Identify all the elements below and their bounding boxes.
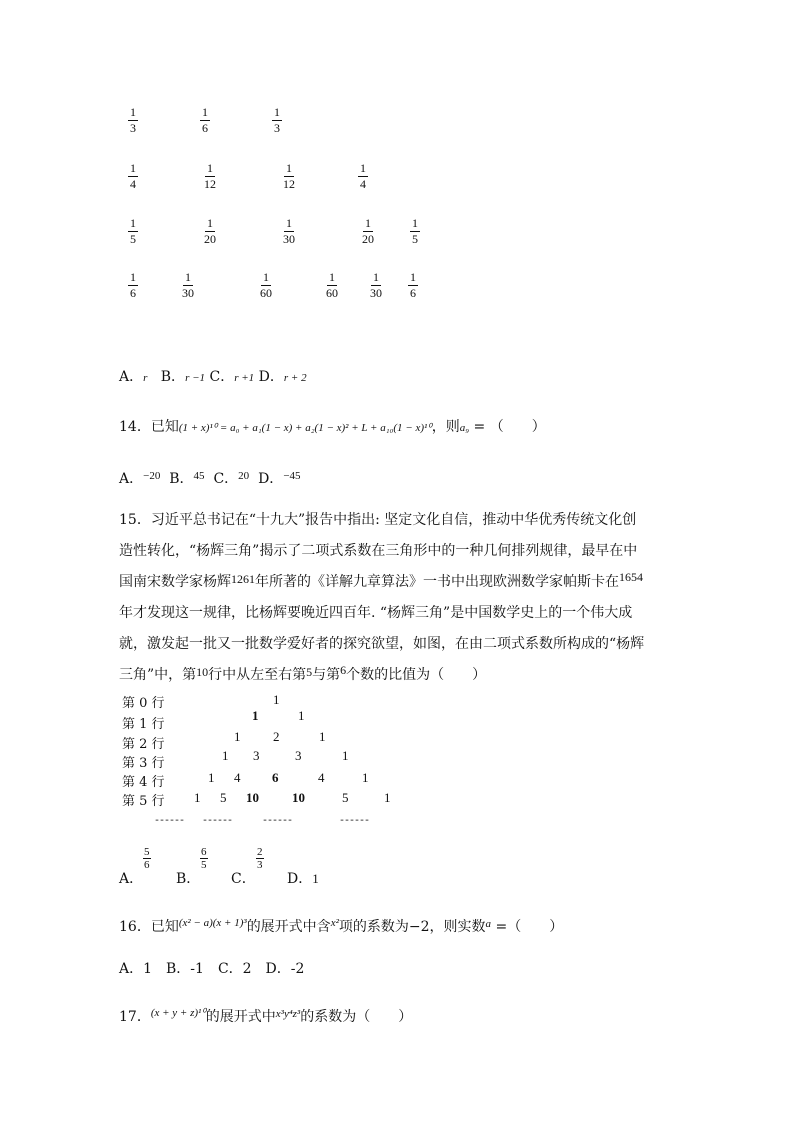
pascal-number: 4	[234, 770, 241, 785]
option-a-fraction	[143, 846, 151, 871]
option-d-value: −45	[283, 470, 301, 482]
denominator: 5	[201, 859, 207, 871]
q16-options: A．1 B．-1 C．2 D．-2	[119, 961, 305, 977]
row-number: 10	[196, 665, 209, 679]
pascal-number: 5	[342, 790, 349, 805]
fraction: $\frac{1}{60}$	[260, 270, 272, 300]
math-variable: a₉	[459, 422, 470, 434]
text-span: 年所著的《详解九章算法》一书中出现欧洲数学家帕斯卡在	[255, 574, 619, 590]
q14-options	[119, 468, 301, 488]
pascal-number: 1	[252, 708, 259, 723]
option-b-label: B．	[176, 871, 201, 887]
fraction: $\frac{1}{3}$	[130, 105, 136, 135]
paragraph-line: 15．习近平总书记在“十九大”报告中指出: 坚定文化自信，推动中华优秀传统文化创	[119, 512, 637, 528]
paragraph-line	[119, 660, 679, 691]
question-16	[119, 916, 563, 936]
denominator: 6	[144, 859, 150, 871]
fraction: $\frac{1}{4}$	[360, 161, 366, 191]
option-d-value: r + 2	[283, 372, 307, 384]
option-d-label: D．	[258, 369, 284, 385]
paragraph-line: 年才发现这一规律，比杨辉要晚近四百年. “杨辉三角”是中国数学史上的一个伟大成	[119, 605, 633, 621]
question-number: 14．已知	[119, 419, 179, 435]
denominator: 3	[257, 859, 263, 871]
position-number: 5	[306, 665, 313, 679]
position-number: 6	[340, 663, 347, 677]
pascal-number: 10	[292, 790, 305, 805]
numerator: 5	[144, 846, 150, 858]
fraction: $\frac{1}{30}$	[283, 216, 295, 246]
row-label: 第 1 行	[122, 717, 165, 732]
question-text: 的展开式中含	[246, 919, 331, 935]
numerator: 2	[257, 846, 263, 858]
pascal-number: 3	[295, 748, 302, 763]
fraction: $\frac{1}{30}$	[370, 270, 382, 300]
row-label: 第 2 行	[122, 737, 165, 752]
option-b-label: B．	[160, 369, 186, 385]
fraction: $\frac{1}{4}$	[130, 161, 136, 191]
math-expression: (x + y + z)¹⁰	[150, 1007, 206, 1019]
pascal-number: 1	[234, 729, 241, 744]
option-c-label: C．	[231, 871, 256, 887]
option-a-value: r	[143, 372, 148, 384]
option-b-value: r −1	[185, 372, 206, 384]
row-label: 第 5 行	[122, 794, 165, 809]
pascal-number: 1	[208, 770, 215, 785]
question-number: 16．已知	[119, 919, 179, 935]
pascal-number: 10	[246, 790, 259, 805]
row-label: 第 3 行	[122, 756, 165, 771]
answer-blank: = （ ）	[469, 419, 546, 435]
question-17	[119, 1006, 412, 1026]
question-text: 项的系数为−2，则实数	[338, 919, 486, 935]
option-d-value: 1	[312, 871, 319, 886]
pascal-number: 1	[298, 708, 305, 723]
fraction: $\frac{1}{6}$	[130, 270, 136, 300]
pascal-number: 1	[342, 748, 349, 763]
numerator: 6	[201, 846, 207, 858]
question-14	[119, 416, 546, 436]
math-term: x³y⁴z³	[275, 1008, 301, 1020]
math-variable: a	[485, 918, 492, 930]
paragraph-line: 就，激发起一批又一批数学爱好者的探究欲望，如图，在由二项式系数所构成的“杨辉	[119, 636, 645, 652]
math-expression: (1 + x)¹⁰ = a₀ + a₁(1 − x) + a₂(1 − x)² + L + a₁₀(1 − x)¹⁰	[178, 422, 432, 434]
pascal-number: 1	[222, 748, 229, 763]
option-c-label: C．	[213, 471, 239, 487]
pascal-number: 1	[362, 770, 369, 785]
paragraph-line	[119, 567, 679, 598]
fraction: $\frac{1}{30}$	[182, 270, 194, 300]
option-d-label: D．	[258, 471, 284, 487]
math-term: x²	[330, 917, 339, 929]
text-span: 行中从左至右第	[208, 667, 307, 683]
answer-blank: =（ ）	[491, 919, 564, 935]
fraction: $\frac{1}{5}$	[412, 216, 418, 246]
fraction: $\frac{1}{3}$	[274, 105, 280, 135]
option-c-value: r +1	[234, 372, 255, 384]
text-span: 与第	[312, 667, 341, 683]
question-text: 的展开式中	[205, 1009, 276, 1025]
fraction: $\frac{1}{6}$	[410, 270, 416, 300]
pascal-number: 2	[273, 729, 280, 744]
option-b-value: 45	[193, 470, 205, 482]
option-d-label: D．	[287, 871, 313, 887]
fraction: $\frac{1}{12}$	[204, 161, 216, 191]
pascal-number: 1	[384, 790, 391, 805]
pascal-number: 1	[273, 692, 280, 707]
fraction: $\frac{1}{60}$	[326, 270, 338, 300]
fraction: $\frac{1}{20}$	[362, 216, 374, 246]
q13-options	[119, 366, 307, 386]
year-value: 1654	[619, 570, 643, 584]
ellipsis-dashes: ------	[339, 816, 370, 827]
pascal-number: 4	[318, 770, 325, 785]
option-d	[287, 868, 319, 888]
pascal-number: 6	[272, 770, 279, 785]
fraction: $\frac{1}{6}$	[202, 105, 208, 135]
option-c-value: 20	[238, 470, 250, 482]
option-a-label: A．	[119, 369, 144, 385]
pascal-number: 1	[194, 790, 201, 805]
fraction: $\frac{1}{5}$	[130, 216, 136, 246]
question-number: 17．	[119, 1009, 151, 1025]
option-a-label: A．	[119, 871, 144, 887]
text-span: 个数的比值为（ ）	[346, 667, 487, 683]
ellipsis-dashes: ------	[202, 816, 233, 827]
question-15-text	[119, 505, 679, 691]
ellipsis-dashes: ------	[154, 816, 185, 827]
fraction: $\frac{1}{12}$	[283, 161, 295, 191]
option-c-label: C．	[209, 369, 235, 385]
pascal-number: 5	[220, 790, 227, 805]
text-span: 三角”中，第	[119, 667, 197, 683]
paragraph-line: 造性转化，“杨辉三角”揭示了二项式系数在三角形中的一种几何排列规律，最早在中	[119, 543, 638, 559]
pascal-number: 3	[253, 748, 260, 763]
option-a-value: −20	[143, 470, 161, 482]
math-expression: (x² − a)(x + 1)³	[178, 917, 247, 929]
year-value: 1261	[231, 572, 255, 586]
fraction: $\frac{1}{20}$	[204, 216, 216, 246]
option-a-label: A．	[119, 471, 144, 487]
row-label: 第 4 行	[122, 775, 165, 790]
text-span: 国南宋数学家杨辉	[119, 574, 231, 590]
option-b-fraction	[200, 846, 208, 871]
row-label: 第 0 行	[122, 696, 165, 711]
question-text: ，则	[431, 419, 460, 435]
option-b-label: B．	[169, 471, 194, 487]
pascal-number: 1	[319, 729, 326, 744]
question-text: 的系数为（ ）	[300, 1009, 413, 1025]
option-c-fraction	[256, 846, 264, 871]
ellipsis-dashes: ------	[262, 816, 293, 827]
